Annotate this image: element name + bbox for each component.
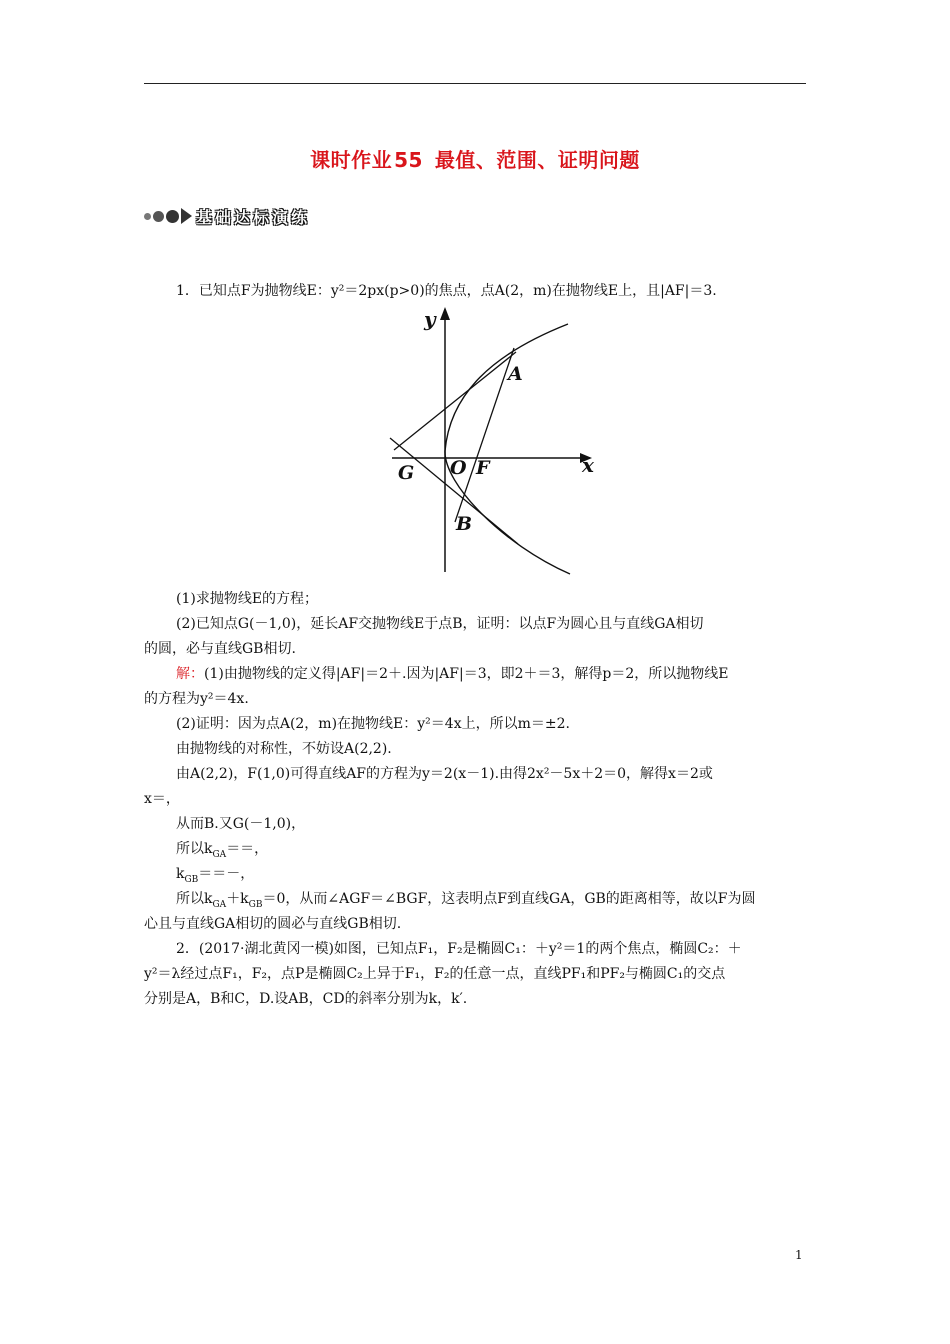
title-number: 55 bbox=[394, 148, 423, 172]
solution-2-line9: 心且与直线GA相切的圆必与直线GB相切. bbox=[144, 916, 402, 932]
section-label: 基础达标演练 bbox=[196, 205, 310, 228]
solution-2-line4: x＝， bbox=[144, 791, 180, 807]
label-y: y bbox=[424, 307, 436, 331]
solution-2-line8: 所以$k_{GA}+k_{GB}=0$，从而∠AGF＝∠BGF，这表明点F到直线GA，GB的距离相等，故以F为圆 bbox=[176, 891, 756, 910]
question-1: (1)求抛物线E的方程； bbox=[176, 591, 319, 607]
section-arrow-icon bbox=[181, 208, 192, 224]
label-O: O bbox=[450, 457, 467, 479]
problem2-line1: 2．(2017·湖北黄冈一模)如图，已知点F₁，F₂是椭圆C₁：＋y²＝1的两个焦点，椭圆C₂：＋ bbox=[176, 941, 742, 957]
line-GB bbox=[390, 438, 518, 544]
label-F: F bbox=[476, 457, 490, 479]
solution-label: 解： bbox=[176, 666, 204, 682]
title-main: 课时作业 bbox=[310, 148, 393, 172]
section-header bbox=[144, 203, 310, 229]
label-G: G bbox=[398, 462, 415, 484]
problem1-body bbox=[144, 587, 806, 1012]
header-rule bbox=[144, 83, 806, 84]
question-2-line2: 的圆，必与直线GB相切. bbox=[144, 641, 296, 657]
solution-2-line5: 从而B.又G(－1,0)， bbox=[176, 816, 306, 832]
solution-2-line7: $k_{GB}==-$， bbox=[176, 866, 255, 885]
solution-2-line2: 由抛物线的对称性，不妨设A(2,2). bbox=[176, 741, 392, 757]
page-title bbox=[144, 144, 806, 173]
solution-2-line3: 由A(2,2)，F(1,0)可得直线AF的方程为y＝2(x－1).由得2x²－5x＋2＝0，解得x＝2或 bbox=[176, 766, 713, 782]
question-2-line1: (2)已知点G(－1,0)，延长AF交抛物线E于点B，证明：以点F为圆心且与直线GA相切 bbox=[176, 616, 704, 632]
title-topic: 最值、范围、证明问题 bbox=[434, 148, 640, 172]
problem1-stem bbox=[144, 279, 806, 304]
parabola-curve bbox=[445, 324, 570, 574]
label-A: A bbox=[508, 363, 523, 385]
solution-2-line1: (2)证明：因为点A(2，m)在抛物线E：y²＝4x上，所以m＝±2. bbox=[176, 716, 570, 732]
problem1-stem-line: 1．已知点F为抛物线E：y²＝2px(p>0)的焦点，点A(2，m)在抛物线E上，且|AF|＝3. bbox=[176, 283, 717, 299]
solution-1-line1: 解：(1)由抛物线的定义得|AF|＝2＋.因为|AF|＝3，即2＋＝3，解得p＝2，所以抛物线E bbox=[176, 666, 729, 682]
section-bullet-icon bbox=[144, 210, 179, 223]
solution-1-line2: 的方程为y²＝4x. bbox=[144, 691, 249, 707]
solution-2-line6: 所以$k_{GA}==$， bbox=[176, 841, 269, 860]
y-axis-arrow-icon bbox=[440, 307, 450, 320]
parabola-figure bbox=[382, 304, 602, 579]
label-x: x bbox=[582, 453, 594, 477]
problem2-line2: y²＝λ经过点F₁，F₂，点P是椭圆C₂上异于F₁，F₂的任意一点，直线PF₁和PF₂与椭圆C₁的交点 bbox=[144, 966, 726, 982]
label-B: B bbox=[456, 513, 473, 535]
line-AB bbox=[455, 348, 514, 522]
problem2-line3: 分别是A，B和C，D.设AB，CD的斜率分别为k，k′. bbox=[144, 991, 468, 1007]
page-number: 1 bbox=[795, 1248, 803, 1262]
line-GA bbox=[394, 352, 516, 450]
